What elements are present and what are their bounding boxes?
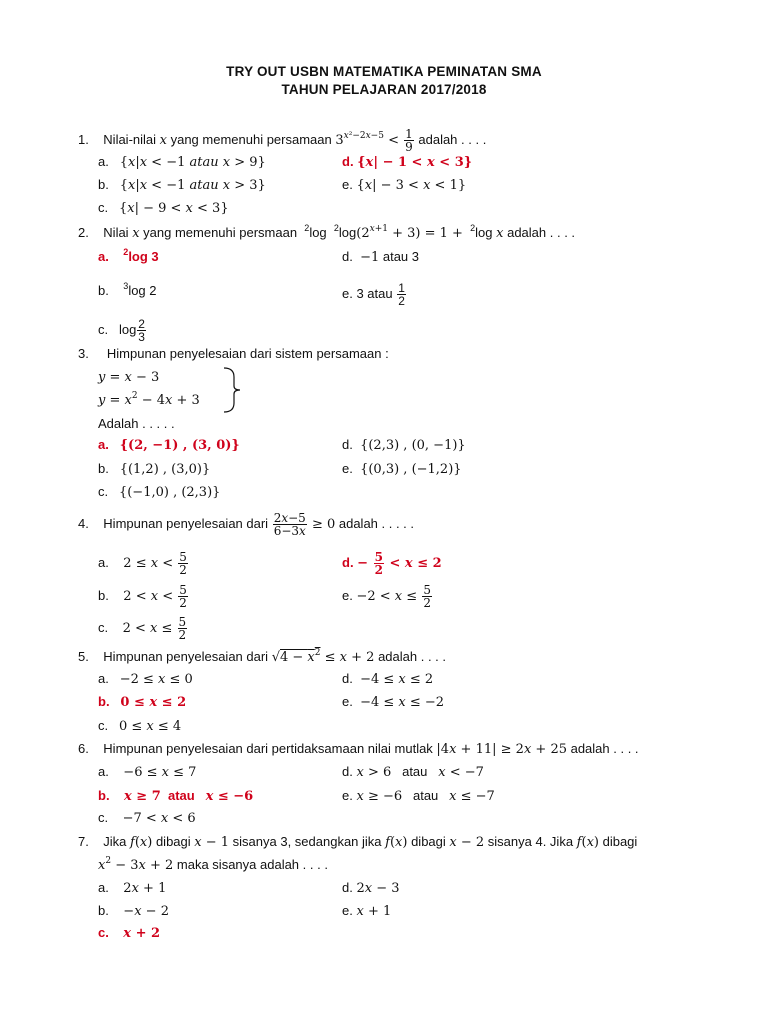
system-brace [222,367,242,413]
line-q1b: b. {x|x < −1 atau x > 3} [98,177,266,193]
line-q4b: b. 2 < x < $\frac{5}{2}$ [98,583,187,610]
line-q1e: e. {x| − 3 < x < 1} [342,177,467,193]
line-q2b: b. $^3$log 2 [98,281,157,298]
line-q4e: e. −2 < x ≤ $\frac{5}{2}$ [342,583,431,610]
line-q3ad: Adalah . . . . . [98,416,175,431]
line-q2e: e. 3 atau $\frac{1}{2}$ [342,281,405,308]
exam-title: TRY OUT USBN MATEMATIKA PEMINATAN SMA [226,64,542,79]
line-q6d: d. x > 6 atau x < −7 [342,764,484,780]
line-q6e: e. x ≥ −6 atau x ≤ −7 [342,788,495,804]
line-q2d: d. −1 atau 3 [342,249,420,265]
line-q3b: b. {(1,2) , (3,0)} [98,461,211,477]
line-q6b: b. x ≥ 7 atau x ≤ −6 [98,788,254,804]
line-q7e: e. x + 1 [342,903,392,919]
line-q6: 6. Himpunan penyelesaian dari pertidaksamaan nilai mutlak |4x + 11| ≥ 2x + 25 adalah . . . . [78,741,639,757]
line-q2c: c. log $\frac{2}{3}$ [98,317,145,344]
line-q4d: d. − $\frac{5}{2}$ < x ≤ 2 [342,550,442,577]
line-q2: 2. Nilai x yang memenuhi persmaan $^2$log $^2\log(2^{x+1} + 3) = 1 + ^2\log$ x adalah . . . . [78,223,576,241]
line-q3: 3. Himpunan penyelesaian dari sistem persamaan : [78,346,389,361]
line-q5c: c. 0 ≤ x ≤ 4 [98,718,182,734]
line-q7a: a. 2x + 1 [98,880,167,896]
line-q7b: b. −x − 2 [98,903,169,919]
line-q4c: c. 2 < x ≤ $\frac{5}{2}$ [98,615,187,642]
line-q5e: e. −4 ≤ x ≤ −2 [342,694,445,710]
line-q3e2: $y = x^2 - 4x + 3$ [98,391,200,408]
line-q1a: a. {x|x < −1 atau x > 9} [98,154,266,170]
line-q3a: a. {(2, −1) , (3, 0)} [98,437,240,453]
line-q3e: e. {(0,3) , (−1,2)} [342,461,462,477]
line-q5b: b. 0 ≤ x ≤ 2 [98,694,187,710]
line-q1c: c. {x| − 9 < x < 3} [98,200,229,216]
exam-year: TAHUN PELAJARAN 2017/2018 [281,82,487,97]
line-q7b2: $x^2 - 3x + 2$ maka sisanya adalah . . . . [98,856,328,873]
line-q2a: a. $^2$log 3 [98,247,159,264]
line-q7: 7. Jika f(x) dibagi x − 1 sisanya 3, sedangkan jika f(x) dibagi x − 2 sisanya 4. Jika f(x) dibagi [78,834,638,850]
line-q1d: d. {x| − 1 < x < 3} [342,154,473,170]
line-q5a: a. −2 ≤ x ≤ 0 [98,671,193,687]
line-q5: 5. Himpunan penyelesaian dari $√4 - x^2 \le x + 2$ adalah . . . . [78,648,446,665]
line-q4a: a. 2 ≤ x < $\frac{5}{2}$ [98,550,187,577]
line-q6c: c. −7 < x < 6 [98,810,196,826]
line-q3e1: y = x − 3 [98,370,160,385]
line-q6a: a. −6 ≤ x ≤ 7 [98,764,197,780]
line-q7c: c. x + 2 [98,925,161,941]
line-q5d: d. −4 ≤ x ≤ 2 [342,671,434,687]
line-q7d: d. 2x − 3 [342,880,400,896]
line-q4: 4. Himpunan penyelesaian dari $\frac{2x-5}{6-3x}$ ≥ 0 adalah . . . . . [78,511,415,538]
line-q1: 1. Nilai-nilai x yang memenuhi persamaan $3^{x^2-2x-5}$ < $\frac{1}{9}$ adalah . . . . [78,127,487,154]
line-q3d: d. {(2,3) , (0, −1)} [342,437,466,453]
line-q3c: c. {(−1,0) , (2,3)} [98,484,221,500]
